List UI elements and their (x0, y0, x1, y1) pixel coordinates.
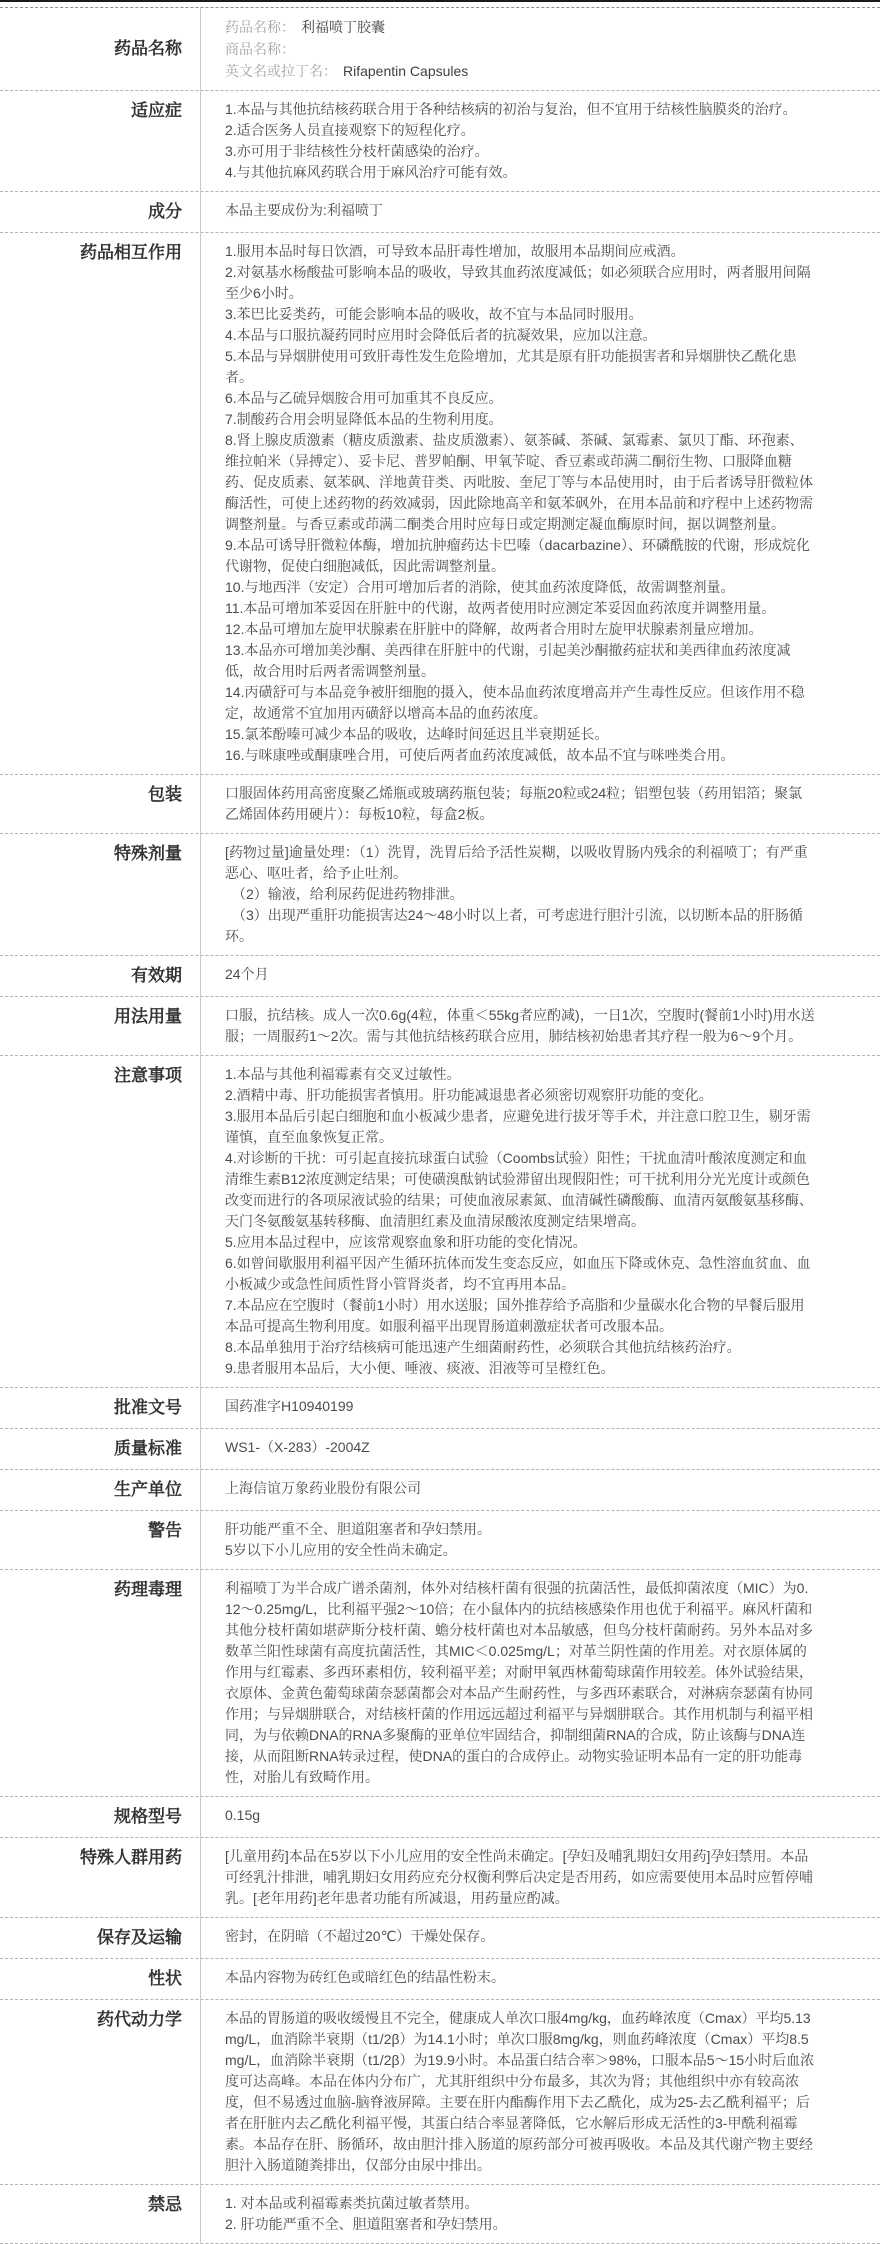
row-content-description (200, 1959, 880, 1999)
table-row-special-dosage (0, 834, 880, 956)
paragraph: 1.服用本品时每日饮酒，可导致本品肝毒性增加，故服用本品期间应戒酒。 (225, 243, 685, 259)
paragraph: 24个月 (225, 966, 269, 982)
paragraph: 14.丙磺舒可与本品竞争被肝细胞的摄入，使本品血药浓度增高并产生毒性反应。但该作用不稳定，故通常不宜加用丙磺舒以增高本品的血药浓度。 (225, 684, 805, 721)
row-content-special-dosage (200, 834, 880, 955)
paragraph: 上海信谊万象药业股份有限公司 (225, 1480, 421, 1496)
paragraph: 本品内容物为砖红色或暗红色的结晶性粉末。 (225, 1969, 505, 1985)
row-label-special-dosage: 特殊剂量 (114, 844, 182, 863)
row-label-specification: 规格型号 (114, 1807, 182, 1826)
table-row-pharmacology-toxicology (0, 1570, 880, 1797)
row-label-validity-period: 有效期 (131, 966, 182, 985)
table-row-storage-transport (0, 1918, 880, 1959)
table-row-drug-interactions (0, 233, 880, 775)
paragraph: 利福喷丁为半合成广谱杀菌剂，体外对结核杆菌有很强的抗菌活性，最低抑菌浓度（MIC）为0.12～0.25mg/L，比利福平强2～10倍；在小鼠体内的抗结核感染作用也优于利福平。麻风杆菌和其他分枝杆菌如堪萨斯分枝杆菌、蟾分枝杆菌也对本品敏感，但鸟分枝杆菌耐药。另外本品对多数革兰阳性球菌有高度抗菌活性，其MIC＜0.025mg/L；对革兰阴性菌的作用差。对衣原体属的作用与红霉素、多西环素相仿，较利福平差；对耐甲氧西林葡萄球菌作用较差。体外试验结果，衣原体、金黄色葡萄球菌奈瑟菌都会对本品产生耐药性，与多西环素联合，对淋病奈瑟菌有协同作用；与异烟肼联合，对结核杆菌的作用远远超过利福平与异烟肼联合。其作用机制与利福平相同，为与依赖DNA的RNA多聚酶的亚单位牢固结合，抑制细菌RNA的合成，防止该酶与DNA连接，从而阻断RNA转录过程，使DNA的蛋白的合成停止。动物实验证明本品有一定的肝功能毒性，对胎儿有致畸作用。 (225, 1580, 813, 1785)
paragraph: 4.对诊断的干扰：可引起直接抗球蛋白试验（Coombs试验）阳性；干扰血清叶酸浓度测定和血清维生素B12浓度测定结果；可使磺溴酞钠试验滞留出现假阳性；可干扰利用分光光度计或颜色改变而进行的各项尿液试验的结果；可使血液尿素氮、血清碱性磷酸酶、血清丙氨酸氨基移酶、天门冬氨酸氨基转移酶、血清胆红素及血清尿酸浓度测定结果增高。 (225, 1150, 813, 1229)
field-value: 利福喷丁胶囊 (301, 19, 385, 35)
paragraph: （2）输液，给利尿药促进药物排泄。 (225, 886, 464, 902)
table-row-precautions (0, 1056, 880, 1388)
row-content-approval-number (200, 1388, 880, 1428)
table-row-dosage-usage (0, 997, 880, 1056)
table-row-validity-period (0, 956, 880, 997)
field-line (225, 16, 816, 38)
row-label-contraindications: 禁忌 (148, 2195, 182, 2214)
row-label-pharmacokinetics: 药代动力学 (97, 2010, 182, 2029)
table-row-indications (0, 91, 880, 192)
row-label-pharmacology-toxicology: 药理毒理 (114, 1580, 182, 1599)
field-name: 英文名或拉丁名： (225, 63, 337, 79)
paragraph: 口服固体药用高密度聚乙烯瓶或玻璃药瓶包装；每瓶20粒或24粒；铝塑包装（药用铝箔；聚氯乙烯固体药用硬片）：每板10粒，每盒2板。 (225, 785, 803, 822)
row-label-packaging: 包装 (148, 785, 182, 804)
paragraph: 国药准字H10940199 (225, 1398, 354, 1414)
paragraph: 6.如曾间歇服用利福平因产生循环抗体而发生变态反应，如血压下降或休克、急性溶血贫血、血小板减少或急性间质性肾小管肾炎者，均不宜再用本品。 (225, 1255, 811, 1292)
paragraph: 6.本品与乙硫异烟胺合用可加重其不良反应。 (225, 390, 503, 406)
row-content-pharmacology-toxicology (200, 1570, 880, 1796)
paragraph: 13.本品亦可增加美沙酮、美西律在肝脏中的代谢，引起美沙酮撤药症状和美西律血药浓度减低，故合用时后两者需调整剂量。 (225, 642, 791, 679)
row-label-precautions: 注意事项 (114, 1066, 182, 1085)
paragraph: 10.与地西泮（安定）合用可增加后者的消除，使其血药浓度降低，故需调整剂量。 (225, 579, 735, 595)
paragraph: （3）出现严重肝功能损害达24～48小时以上者，可考虑进行胆汁引流，以切断本品的肝肠循环。 (225, 907, 803, 944)
paragraph: 1.本品与其他利福霉素有交叉过敏性。 (225, 1066, 461, 1082)
paragraph: 2.对氨基水杨酸盐可影响本品的吸收，导致其血药浓度减低；如必须联合应用时，两者服用间隔至少6小时。 (225, 264, 811, 301)
paragraph: 16.与咪康唑或酮康唑合用，可使后两者血药浓度减低，故本品不宜与咪唑类合用。 (225, 747, 735, 763)
paragraph: 5.应用本品过程中，应该常观察血象和肝功能的变化情况。 (225, 1234, 587, 1250)
paragraph: [儿童用药]本品在5岁以下小儿应用的安全性尚未确定。[孕妇及哺乳期妇女用药]孕妇禁用。本品可经乳汁排泄，哺乳期妇女用药应充分权衡利弊后决定是否用药，如应需要使用本品时应暂停哺乳。[老年用药]老年患者功能有所减退，用药量应酌减。 (225, 1848, 813, 1906)
row-content-manufacturer (200, 1470, 880, 1510)
row-content-special-populations (200, 1838, 880, 1917)
row-content-dosage-usage (200, 997, 880, 1055)
paragraph: 15.氯苯酚嗪可减少本品的吸收，达峰时间延迟且半衰期延长。 (225, 726, 609, 742)
paragraph: 5.本品与异烟肼使用可致肝毒性发生危险增加，尤其是原有肝功能损害者和异烟肼快乙酰化患者。 (225, 348, 797, 385)
table-row-packaging (0, 775, 880, 834)
drug-info-table (0, 7, 880, 2244)
paragraph: 11.本品可增加苯妥因在肝脏中的代谢，故两者使用时应测定苯妥因血药浓度并调整用量。 (225, 600, 776, 616)
row-label-indications: 适应症 (131, 101, 182, 120)
paragraph: 3.亦可用于非结核性分枝杆菌感染的治疗。 (225, 143, 489, 159)
row-content-pharmacokinetics (200, 2000, 880, 2184)
row-content-packaging (200, 775, 880, 833)
row-content-indications (200, 91, 880, 191)
table-row-drug-name (0, 8, 880, 91)
paragraph: 7.本品应在空腹时（餐前1小时）用水送服；国外推荐给予高脂和少量碳水化合物的早餐后服用本品可提高生物利用度。如服利福平出现胃肠道刺激症状者可改服本品。 (225, 1297, 805, 1334)
paragraph: 7.制酸药合用会明显降低本品的生物利用度。 (225, 411, 503, 427)
row-label-storage-transport: 保存及运输 (97, 1928, 182, 1947)
row-content-contraindications (200, 2185, 880, 2243)
paragraph: 9.本品可诱导肝微粒体酶，增加抗肿瘤药达卡巴嗪（dacarbazine）、环磷酰胺的代谢，形成烷化代谢物，促使白细胞减低，因此需调整剂量。 (225, 537, 810, 574)
row-label-special-populations: 特殊人群用药 (80, 1848, 182, 1867)
table-row-ingredients (0, 192, 880, 233)
row-content-precautions (200, 1056, 880, 1387)
row-content-warning (200, 1511, 880, 1569)
paragraph: 0.15g (225, 1807, 261, 1823)
row-content-drug-name (200, 8, 880, 90)
table-row-warning (0, 1511, 880, 1570)
row-label-warning: 警告 (148, 1521, 182, 1540)
paragraph: 8.肾上腺皮质激素（糖皮质激素、盐皮质激素）、氨茶碱、茶碱、氯霉素、氯贝丁酯、环孢素、维拉帕米（异搏定）、妥卡尼、普罗帕酮、甲氧苄啶、香豆素或茚满二酮衍生物、口服降血糖药、促皮质素、氨苯砜、洋地黄苷类、丙吡胺、奎尼丁等与本品使用时，由于后者诱导肝微粒体酶活性，可使上述药物的药效减弱，因此除地高辛和氨苯砜外，在用本品前和疗程中上述药物需调整剂量。与香豆素或茚满二酮类合用时应每日或定期测定凝血酶原时间，据以调整剂量。 (225, 432, 813, 532)
paragraph: 2. 肝功能严重不全、胆道阻塞者和孕妇禁用。 (225, 2216, 507, 2232)
row-content-storage-transport (200, 1918, 880, 1958)
paragraph: 1. 对本品或利福霉素类抗菌过敏者禁用。 (225, 2195, 479, 2211)
table-row-quality-standard (0, 1429, 880, 1470)
row-label-drug-name: 药品名称 (114, 39, 182, 58)
paragraph: 3.服用本品后引起白细胞和血小板减少患者，应避免进行拔牙等手术，并注意口腔卫生，剔牙需谨慎，直至血象恢复正常。 (225, 1108, 811, 1145)
row-content-specification (200, 1797, 880, 1837)
field-line (225, 60, 816, 82)
row-label-approval-number: 批准文号 (114, 1398, 182, 1417)
table-row-specification (0, 1797, 880, 1838)
field-line (225, 38, 816, 60)
row-label-ingredients: 成分 (148, 202, 182, 221)
paragraph: [药物过量]逾量处理：（1）洗胃，洗胃后给予活性炭糊，以吸收胃肠内残余的利福喷丁；有严重恶心、呕吐者，给予止吐剂。 (225, 844, 808, 881)
row-label-quality-standard: 质量标准 (114, 1439, 182, 1458)
field-name: 商品名称： (225, 41, 295, 57)
row-label-dosage-usage: 用法用量 (114, 1007, 182, 1026)
paragraph: 4.本品与口服抗凝药同时应用时会降低后者的抗凝效果，应加以注意。 (225, 327, 657, 343)
row-content-drug-interactions (200, 233, 880, 774)
field-value: Rifapentin Capsules (343, 63, 469, 79)
table-row-approval-number (0, 1388, 880, 1429)
paragraph: 4.与其他抗麻风药联合用于麻风治疗可能有效。 (225, 164, 517, 180)
row-label-description: 性状 (148, 1969, 182, 1988)
paragraph: 3.苯巴比妥类药，可能会影响本品的吸收，故不宜与本品同时服用。 (225, 306, 643, 322)
row-label-manufacturer: 生产单位 (114, 1480, 182, 1499)
paragraph: 2.酒精中毒、肝功能损害者慎用。肝功能减退患者必须密切观察肝功能的变化。 (225, 1087, 713, 1103)
paragraph: 1.本品与其他抗结核药联合用于各种结核病的初治与复治，但不宜用于结核性脑膜炎的治疗。 (225, 101, 797, 117)
paragraph: 肝功能严重不全、胆道阻塞者和孕妇禁用。 (225, 1521, 491, 1537)
table-row-manufacturer (0, 1470, 880, 1511)
paragraph: 2.适合医务人员直接观察下的短程化疗。 (225, 122, 475, 138)
table-row-description (0, 1959, 880, 2000)
paragraph: 本品的胃肠道的吸收缓慢且不完全，健康成人单次口服4mg/kg，血药峰浓度（Cmax）平均5.13mg/L，血消除半衰期（t1/2β）为14.1小时；单次口服8mg/kg，则血药峰浓度（Cmax）平均8.5mg/L，血消除半衰期（t1/2β）为19.9小时。本品蛋白结合率＞98%，口服本品5～15小时后血浓度可达高峰。本品在体内分布广，尤其肝组织中分布最多，其次为肾；其他组织中亦有较高浓度，但不易透过血脑-脑脊液屏障。主要在肝内酯酶作用下去乙酰化，成为25-去乙酰利福平；后者在肝脏内去乙酰化利福平慢，其蛋白结合率显著降低，它水解后形成无活性的3-甲酰利福霉素。本品存在肝、肠循环，故由胆汁排入肠道的原药部分可被再吸收。本品及其代谢产物主要经胆汁入肠道随粪排出，仅部分由尿中排出。 (225, 2010, 815, 2173)
row-label-drug-interactions: 药品相互作用 (80, 243, 182, 262)
row-content-ingredients (200, 192, 880, 232)
paragraph: 9.患者服用本品后，大小便、唾液、痰液、泪液等可呈橙红色。 (225, 1360, 615, 1376)
paragraph: 本品主要成份为:利福喷丁 (225, 202, 383, 218)
table-row-special-populations (0, 1838, 880, 1918)
paragraph: WS1-（X-283）-2004Z (225, 1439, 370, 1455)
row-content-validity-period (200, 956, 880, 996)
row-content-quality-standard (200, 1429, 880, 1469)
table-row-pharmacokinetics (0, 2000, 880, 2185)
table-row-contraindications (0, 2185, 880, 2244)
paragraph: 12.本品可增加左旋甲状腺素在肝脏中的降解，故两者合用时左旋甲状腺素剂量应增加。 (225, 621, 763, 637)
paragraph: 5岁以下小儿应用的安全性尚未确定。 (225, 1542, 457, 1558)
paragraph: 8.本品单独用于治疗结核病可能迅速产生细菌耐药性，必须联合其他抗结核药治疗。 (225, 1339, 741, 1355)
page-top-edge (0, 0, 880, 2)
field-name: 药品名称： (225, 19, 295, 35)
paragraph: 密封，在阴暗（不超过20℃）干燥处保存。 (225, 1928, 495, 1944)
paragraph: 口服，抗结核。成人一次0.6g(4粒，体重＜55kg者应酌减)，一日1次，空腹时(餐前1小时)用水送服；一周服药1～2次。需与其他抗结核药联合应用，肺结核初始患者其疗程一般为6～9个月。 (225, 1007, 815, 1044)
